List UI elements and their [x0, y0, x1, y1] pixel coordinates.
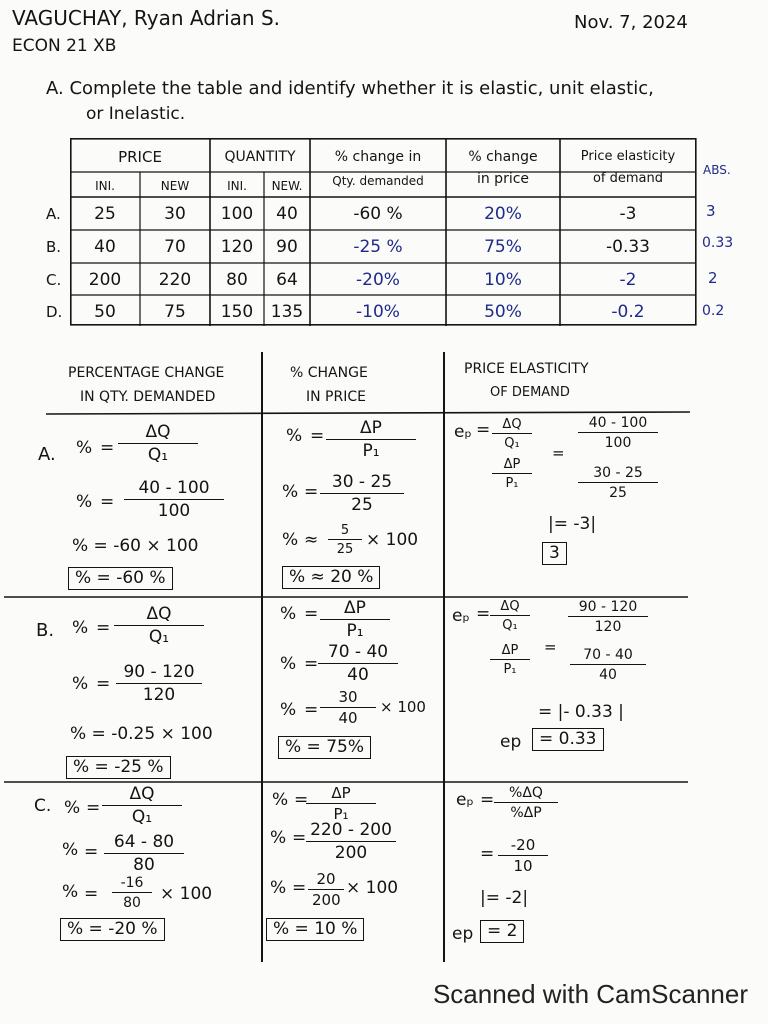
ep-symbol: eₚ	[452, 606, 470, 626]
result-box: = 2	[480, 920, 524, 943]
fraction: $\frac{\Delta Q}{\text{Q₁}}$	[492, 418, 532, 450]
subheader-price-new: NEW	[160, 179, 190, 193]
equals-sign: =	[476, 420, 491, 440]
header-pct-price-2: in price	[476, 171, 530, 187]
fraction: $\frac{-16}{80}$	[112, 876, 152, 910]
approx-sign: ≈	[304, 530, 319, 550]
table-cell: 40	[94, 237, 116, 257]
col-header-price-1: % CHANGE	[290, 365, 368, 381]
equals-sign: =	[84, 842, 99, 862]
col-header-price-2: IN PRICE	[306, 389, 366, 405]
abs-value: 0.33	[702, 235, 734, 251]
work-line: × 100	[380, 698, 426, 716]
fraction: $\frac{30}{40}$	[320, 690, 376, 726]
pct-symbol: %	[62, 882, 79, 902]
subheader-price-ini: INI.	[95, 179, 115, 193]
fraction: $\frac{\Delta P}{\text{P₁}}$	[490, 644, 530, 676]
section-label-a: A.	[38, 444, 56, 465]
pct-symbol: %	[72, 618, 89, 638]
result-box: % = 10 %	[266, 918, 364, 941]
table-cell: -60 %	[353, 204, 403, 224]
equals-sign: =	[544, 638, 557, 656]
table-cell: 150	[220, 302, 254, 322]
instruction-line-1: A. Complete the table and identify whether it is elastic, unit elastic,	[46, 78, 654, 99]
table-cell: 25	[94, 204, 116, 224]
table-cell: 20%	[484, 204, 522, 224]
fraction: $\frac{64 - 80}{80}$	[104, 834, 184, 874]
fraction: $\frac{-20}{10}$	[498, 838, 548, 874]
work-line: = |- 0.33 |	[538, 702, 624, 722]
abs-value: 2	[708, 269, 718, 287]
pct-symbol: %	[62, 840, 79, 860]
equals-sign: =	[100, 492, 115, 512]
section-label-b: B.	[36, 620, 55, 641]
table-cell: 10%	[484, 270, 522, 290]
table-cell: 50	[94, 302, 116, 322]
equals-sign: =	[480, 790, 495, 810]
pct-symbol: %	[270, 878, 287, 898]
fraction: $\frac{70 - 40}{40}$	[570, 648, 646, 682]
fraction: $\frac{90 - 120}{120}$	[116, 664, 202, 704]
fraction: $\frac{30 - 25}{25}$	[320, 474, 404, 514]
equals-sign: =	[304, 604, 319, 624]
header-pct-price-1: % change	[468, 149, 538, 165]
table-cell: 90	[276, 237, 298, 257]
pct-symbol: %	[272, 790, 289, 810]
equals-sign: =	[292, 828, 307, 848]
table-cell: 30	[164, 204, 186, 224]
table-cell: -20%	[356, 270, 400, 290]
table-cell: 80	[226, 270, 248, 290]
work-line: % = -0.25 × 100	[70, 724, 213, 744]
instruction-line-2: or Inelastic.	[86, 104, 186, 124]
row-label-a: A.	[46, 205, 61, 223]
equals-sign: =	[86, 798, 101, 818]
result-box: = 0.33	[532, 728, 604, 751]
camscanner-watermark: Scanned with CamScanner	[432, 979, 748, 1009]
table-cell: -10%	[356, 302, 400, 322]
result-box: % ≈ 20 %	[282, 566, 380, 589]
fraction: $\frac{30 - 25}{25}$	[578, 466, 658, 500]
table-cell: -2	[619, 270, 637, 290]
pct-symbol: %	[76, 438, 93, 458]
subheader-qty-new: NEW.	[271, 179, 303, 193]
result-box: % = -60 %	[68, 567, 173, 590]
pct-symbol: %	[282, 482, 299, 502]
pct-symbol: %	[280, 604, 297, 624]
equals-sign: =	[310, 426, 325, 446]
fraction: $\frac{\Delta Q}{\text{Q₁}}$	[114, 606, 204, 646]
ep-label: ep	[500, 732, 522, 752]
pct-symbol: %	[280, 654, 297, 674]
fraction: $\frac{\Delta Q}{\text{Q₁}}$	[118, 424, 198, 464]
result-box: % = -20 %	[60, 918, 165, 941]
equals-sign: =	[552, 444, 565, 462]
table-cell: 220	[158, 270, 192, 290]
table-cell: 120	[220, 237, 254, 257]
col-header-elasticity-2: OF DEMAND	[490, 385, 570, 400]
result-box: % = -25 %	[66, 756, 171, 779]
equals-sign: =	[100, 438, 115, 458]
pct-symbol: %	[282, 530, 299, 550]
pct-symbol: %	[72, 674, 89, 694]
fraction: $\frac{40 - 100}{100}$	[124, 480, 224, 520]
row-label-d: D.	[46, 303, 63, 321]
work-line: % = -60 × 100	[72, 536, 199, 556]
section-label-c: C.	[34, 796, 52, 816]
fraction: $\frac{\Delta P}{\text{P₁}}$	[320, 600, 390, 640]
pct-symbol: %	[76, 492, 93, 512]
table-cell: -25 %	[353, 237, 403, 257]
table-cell: 135	[270, 302, 304, 322]
pct-symbol: %	[280, 700, 297, 720]
table-cell: 100	[220, 204, 254, 224]
course-code: ECON 21 XB	[12, 36, 117, 56]
header-pct-qty-2: Qty. demanded	[332, 174, 424, 188]
col-header-qty-2: IN QTY. DEMANDED	[80, 389, 216, 405]
student-name: VAGUCHAY, Ryan Adrian S.	[12, 6, 281, 30]
table-cell: 200	[88, 270, 122, 290]
subheader-qty-ini: INI.	[227, 179, 247, 193]
equals-sign: =	[84, 884, 99, 904]
fraction: $\frac{\Delta P}{\text{P₁}}$	[306, 786, 376, 822]
table-cell: 70	[164, 237, 186, 257]
work-line: × 100	[160, 884, 213, 904]
table-cell: 50%	[484, 302, 522, 322]
equals-sign: =	[304, 482, 319, 502]
fraction: $\frac{40 - 100}{100}$	[578, 416, 658, 450]
equals-sign: =	[480, 844, 495, 864]
ep-symbol: eₚ	[456, 790, 474, 810]
row-label-b: B.	[46, 238, 62, 256]
header-elasticity-2: of demand	[592, 171, 664, 186]
result-box: % = 75%	[278, 736, 371, 759]
col-header-elasticity-1: PRICE ELASTICITY	[464, 361, 589, 377]
equals-sign: =	[304, 700, 319, 720]
table-cell: 40	[276, 204, 298, 224]
fraction: $\frac{\Delta Q}{\text{Q₁}}$	[102, 786, 182, 826]
work-line: × 100	[346, 878, 399, 898]
equals-sign: =	[304, 654, 319, 674]
pct-symbol: %	[64, 798, 81, 818]
fraction: $\frac{70 - 40}{40}$	[318, 644, 398, 684]
work-line: × 100	[366, 530, 419, 550]
pct-symbol: %	[270, 828, 287, 848]
fraction: $\frac{90 - 120}{120}$	[568, 600, 648, 634]
equals-sign: =	[476, 604, 491, 624]
fraction: $\frac{\%\Delta Q}{\%\Delta P}$	[494, 786, 558, 820]
table-cell: 64	[276, 270, 298, 290]
header-price: PRICE	[118, 148, 162, 166]
equals-sign: =	[294, 790, 309, 810]
fraction: $\frac{\Delta Q}{\text{Q₁}}$	[490, 600, 530, 632]
date: Nov. 7, 2024	[574, 12, 688, 33]
table-cell: -0.2	[611, 302, 645, 322]
table-cell: 75%	[484, 237, 522, 257]
fraction: $\frac{5}{25}$	[328, 524, 362, 556]
table-cell: 75	[164, 302, 186, 322]
result-box: 3	[542, 542, 567, 565]
fraction: $\frac{\Delta P}{\text{P₁}}$	[492, 458, 532, 490]
equals-sign: =	[292, 878, 307, 898]
header-pct-qty-1: % change in	[334, 149, 422, 165]
row-label-c: C.	[46, 271, 62, 289]
table-cell: -3	[619, 204, 637, 224]
header-quantity: QUANTITY	[224, 149, 296, 165]
ep-symbol: eₚ	[454, 422, 472, 442]
abs-header: ABS.	[703, 163, 731, 177]
abs-value: 0.2	[702, 303, 725, 319]
table-cell: -0.33	[606, 237, 650, 257]
pct-symbol: %	[286, 426, 303, 446]
equals-sign: =	[96, 618, 111, 638]
ep-label: ep	[452, 924, 474, 944]
fraction: $\frac{\Delta P}{\text{P₁}}$	[326, 420, 416, 460]
work-line: |= -3|	[548, 514, 597, 534]
fraction: $\frac{20}{200}$	[308, 872, 344, 908]
fraction: $\frac{220 - 200}{200}$	[306, 822, 396, 862]
header-elasticity-1: Price elasticity	[580, 149, 676, 164]
work-line: |= -2|	[480, 888, 529, 908]
equals-sign: =	[96, 674, 111, 694]
abs-value: 3	[706, 202, 716, 220]
col-header-qty-1: PERCENTAGE CHANGE	[68, 365, 225, 381]
